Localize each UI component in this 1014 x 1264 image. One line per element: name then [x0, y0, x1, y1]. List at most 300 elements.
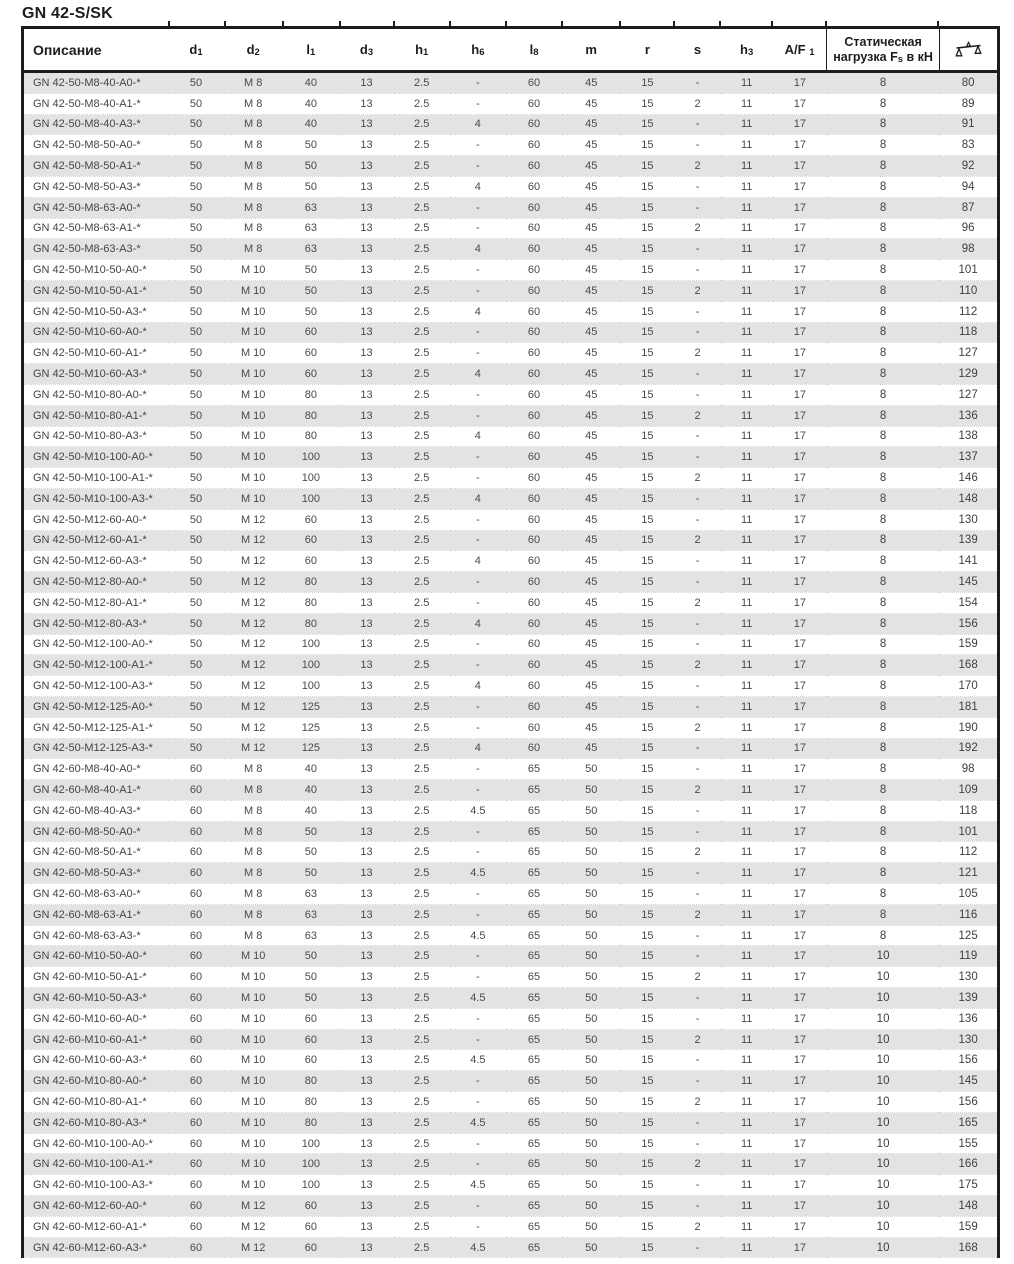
table-row [23, 1216, 999, 1237]
cell-h6: - [450, 634, 506, 655]
cell-s: 2 [674, 405, 720, 426]
cell-d1: 50 [168, 280, 224, 301]
cell-m: 45 [562, 135, 620, 156]
cell-d3: 13 [339, 468, 393, 489]
cell-h1: 2.5 [394, 800, 450, 821]
cell-h3: 11 [721, 1133, 773, 1154]
cell-h1: 2.5 [394, 1050, 450, 1071]
cell-h3: 11 [721, 738, 773, 759]
cell-h1: 2.5 [394, 904, 450, 925]
cell-af1: 17 [773, 301, 827, 322]
scales-icon [955, 40, 982, 60]
cell-l8: 60 [506, 384, 562, 405]
cell-static_load: 10 [827, 1029, 939, 1050]
cell-l8: 60 [506, 655, 562, 676]
cell-d2: M 10 [224, 967, 282, 988]
cell-af1: 17 [773, 676, 827, 697]
cell-h6: 4 [450, 239, 506, 260]
cell-r: 15 [620, 72, 674, 94]
cell-h6: - [450, 1092, 506, 1113]
cell-h6: - [450, 967, 506, 988]
cell-d2: M 10 [224, 364, 282, 385]
cell-h3: 11 [721, 364, 773, 385]
cell-d2: M 10 [224, 426, 282, 447]
cell-l8: 60 [506, 176, 562, 197]
cell-af1: 17 [773, 738, 827, 759]
cell-r: 15 [620, 613, 674, 634]
cell-m: 45 [562, 280, 620, 301]
cell-static_load: 8 [827, 551, 939, 572]
cell-d3: 13 [339, 93, 393, 114]
cell-h3: 11 [721, 1175, 773, 1196]
cell-d1: 60 [168, 1092, 224, 1113]
cell-description: GN 42-60-M8-40-A3-* [23, 800, 168, 821]
cell-h3: 11 [721, 343, 773, 364]
cell-l1: 125 [282, 717, 339, 738]
cell-af1: 17 [773, 759, 827, 780]
cell-d3: 13 [339, 884, 393, 905]
cell-d2: M 8 [224, 176, 282, 197]
cell-h1: 2.5 [394, 218, 450, 239]
cell-h6: - [450, 904, 506, 925]
table-row [23, 946, 999, 967]
cell-h1: 2.5 [394, 946, 450, 967]
cell-description: GN 42-60-M10-80-A3-* [23, 1112, 168, 1133]
cell-r: 15 [620, 405, 674, 426]
cell-description: GN 42-50-M10-60-A0-* [23, 322, 168, 343]
cell-r: 15 [620, 1237, 674, 1258]
column-header-af1: A/F 1 [773, 28, 827, 72]
cell-h6: - [450, 655, 506, 676]
cell-af1: 17 [773, 1008, 827, 1029]
cell-l8: 60 [506, 447, 562, 468]
cell-weight: 94 [939, 176, 998, 197]
cell-weight: 98 [939, 759, 998, 780]
table-row [23, 384, 999, 405]
cell-d3: 13 [339, 509, 393, 530]
cell-weight: 101 [939, 260, 998, 281]
cell-static_load: 8 [827, 405, 939, 426]
cell-d1: 50 [168, 447, 224, 468]
cell-s: 2 [674, 1092, 720, 1113]
cell-h3: 11 [721, 592, 773, 613]
cell-h3: 11 [721, 530, 773, 551]
cell-description: GN 42-50-M8-63-A0-* [23, 197, 168, 218]
cell-d2: M 8 [224, 821, 282, 842]
table-row [23, 405, 999, 426]
cell-l8: 60 [506, 197, 562, 218]
cell-l8: 65 [506, 925, 562, 946]
cell-d1: 60 [168, 1237, 224, 1258]
cell-l8: 60 [506, 405, 562, 426]
cell-static_load: 8 [827, 655, 939, 676]
cell-r: 15 [620, 1154, 674, 1175]
cell-l8: 60 [506, 696, 562, 717]
cell-d1: 60 [168, 759, 224, 780]
cell-l1: 60 [282, 1050, 339, 1071]
table-row [23, 447, 999, 468]
cell-l1: 60 [282, 1216, 339, 1237]
table-row [23, 301, 999, 322]
cell-l1: 63 [282, 197, 339, 218]
cell-h3: 11 [721, 488, 773, 509]
cell-h6: - [450, 343, 506, 364]
cell-d1: 50 [168, 343, 224, 364]
cell-m: 45 [562, 426, 620, 447]
cell-h3: 11 [721, 1154, 773, 1175]
cell-s: - [674, 260, 720, 281]
cell-m: 45 [562, 156, 620, 177]
cell-s: - [674, 176, 720, 197]
cell-d2: M 10 [224, 343, 282, 364]
cell-r: 15 [620, 717, 674, 738]
cell-d3: 13 [339, 946, 393, 967]
cell-h6: 4.5 [450, 1237, 506, 1258]
cell-static_load: 8 [827, 738, 939, 759]
cell-weight: 121 [939, 863, 998, 884]
cell-af1: 17 [773, 1050, 827, 1071]
cell-h3: 11 [721, 239, 773, 260]
cell-r: 15 [620, 260, 674, 281]
cell-r: 15 [620, 1175, 674, 1196]
cell-d2: M 10 [224, 384, 282, 405]
column-header-h6: h6 [450, 28, 506, 72]
cell-description: GN 42-60-M8-50-A1-* [23, 842, 168, 863]
cell-h6: - [450, 696, 506, 717]
cell-h1: 2.5 [394, 1092, 450, 1113]
cell-description: GN 42-50-M12-100-A3-* [23, 676, 168, 697]
cell-s: - [674, 364, 720, 385]
cell-static_load: 8 [827, 842, 939, 863]
cell-l8: 65 [506, 1237, 562, 1258]
cell-d1: 50 [168, 384, 224, 405]
cell-h1: 2.5 [394, 135, 450, 156]
cell-af1: 17 [773, 364, 827, 385]
cell-d2: M 10 [224, 280, 282, 301]
cell-d3: 13 [339, 530, 393, 551]
cell-af1: 17 [773, 946, 827, 967]
cell-weight: 109 [939, 780, 998, 801]
cell-description: GN 42-60-M10-50-A1-* [23, 967, 168, 988]
cell-description: GN 42-50-M10-100-A3-* [23, 488, 168, 509]
cell-h1: 2.5 [394, 156, 450, 177]
cell-static_load: 8 [827, 322, 939, 343]
cell-l8: 60 [506, 509, 562, 530]
cell-d1: 60 [168, 821, 224, 842]
cell-h6: 4.5 [450, 988, 506, 1009]
cell-description: GN 42-50-M8-40-A3-* [23, 114, 168, 135]
cell-s: 2 [674, 280, 720, 301]
cell-l8: 65 [506, 988, 562, 1009]
cell-h1: 2.5 [394, 197, 450, 218]
cell-m: 45 [562, 530, 620, 551]
cell-l8: 60 [506, 239, 562, 260]
cell-weight: 159 [939, 634, 998, 655]
cell-weight: 98 [939, 239, 998, 260]
column-header-d2: d2 [224, 28, 282, 72]
cell-af1: 17 [773, 613, 827, 634]
cell-weight: 156 [939, 1050, 998, 1071]
cell-l1: 63 [282, 904, 339, 925]
cell-m: 45 [562, 114, 620, 135]
cell-d3: 13 [339, 842, 393, 863]
cell-af1: 17 [773, 488, 827, 509]
cell-l1: 80 [282, 613, 339, 634]
column-tick [771, 21, 773, 26]
table-row [23, 1237, 999, 1258]
cell-h3: 11 [721, 218, 773, 239]
cell-r: 15 [620, 1029, 674, 1050]
cell-af1: 17 [773, 634, 827, 655]
cell-l1: 63 [282, 218, 339, 239]
cell-d3: 13 [339, 988, 393, 1009]
cell-d2: M 12 [224, 530, 282, 551]
cell-h1: 2.5 [394, 72, 450, 94]
cell-m: 45 [562, 509, 620, 530]
cell-d2: M 12 [224, 613, 282, 634]
cell-d3: 13 [339, 135, 393, 156]
cell-weight: 138 [939, 426, 998, 447]
cell-d1: 50 [168, 572, 224, 593]
cell-description: GN 42-50-M12-60-A1-* [23, 530, 168, 551]
cell-r: 15 [620, 301, 674, 322]
cell-l8: 60 [506, 551, 562, 572]
cell-d3: 13 [339, 1133, 393, 1154]
cell-h1: 2.5 [394, 738, 450, 759]
cell-s: - [674, 239, 720, 260]
cell-l1: 125 [282, 696, 339, 717]
cell-description: GN 42-50-M10-50-A1-* [23, 280, 168, 301]
cell-s: - [674, 551, 720, 572]
cell-d3: 13 [339, 1029, 393, 1050]
cell-h6: 4.5 [450, 863, 506, 884]
cell-static_load: 10 [827, 1196, 939, 1217]
column-tick [505, 21, 507, 26]
cell-af1: 17 [773, 509, 827, 530]
column-header-l8: l8 [506, 28, 562, 72]
cell-static_load: 10 [827, 1154, 939, 1175]
cell-static_load: 8 [827, 218, 939, 239]
cell-d2: M 8 [224, 156, 282, 177]
cell-h6: 4 [450, 738, 506, 759]
cell-af1: 17 [773, 426, 827, 447]
cell-description: GN 42-60-M10-100-A3-* [23, 1175, 168, 1196]
cell-d2: M 12 [224, 1196, 282, 1217]
table-row [23, 72, 999, 94]
cell-description: GN 42-50-M10-80-A0-* [23, 384, 168, 405]
cell-s: - [674, 613, 720, 634]
cell-h1: 2.5 [394, 842, 450, 863]
cell-d2: M 8 [224, 93, 282, 114]
cell-m: 45 [562, 384, 620, 405]
cell-weight: 137 [939, 447, 998, 468]
subscript: s [897, 53, 904, 65]
cell-h6: - [450, 821, 506, 842]
cell-static_load: 8 [827, 301, 939, 322]
cell-h1: 2.5 [394, 613, 450, 634]
table-row [23, 488, 999, 509]
cell-r: 15 [620, 280, 674, 301]
cell-r: 15 [620, 343, 674, 364]
cell-l8: 65 [506, 1196, 562, 1217]
cell-d2: M 8 [224, 135, 282, 156]
table-row [23, 197, 999, 218]
cell-af1: 17 [773, 780, 827, 801]
cell-d1: 60 [168, 863, 224, 884]
cell-static_load: 8 [827, 634, 939, 655]
cell-r: 15 [620, 884, 674, 905]
cell-l8: 65 [506, 842, 562, 863]
cell-description: GN 42-50-M10-100-A0-* [23, 447, 168, 468]
cell-m: 45 [562, 218, 620, 239]
cell-s: - [674, 676, 720, 697]
table-row [23, 1175, 999, 1196]
cell-d2: M 10 [224, 260, 282, 281]
table-row [23, 551, 999, 572]
cell-l8: 60 [506, 301, 562, 322]
cell-d1: 50 [168, 551, 224, 572]
cell-h1: 2.5 [394, 759, 450, 780]
cell-d2: M 12 [224, 551, 282, 572]
table-row [23, 530, 999, 551]
cell-l8: 60 [506, 572, 562, 593]
cell-m: 45 [562, 468, 620, 489]
cell-d1: 50 [168, 260, 224, 281]
subscript: 1 [310, 47, 316, 58]
cell-h6: - [450, 592, 506, 613]
page-title: GN 42-S/SK [22, 5, 113, 22]
cell-r: 15 [620, 780, 674, 801]
cell-h1: 2.5 [394, 592, 450, 613]
table-row [23, 1154, 999, 1175]
cell-af1: 17 [773, 1237, 827, 1258]
cell-static_load: 8 [827, 176, 939, 197]
cell-weight: 145 [939, 1071, 998, 1092]
cell-s: - [674, 696, 720, 717]
cell-d3: 13 [339, 176, 393, 197]
cell-static_load: 10 [827, 1050, 939, 1071]
cell-d1: 50 [168, 613, 224, 634]
cell-h1: 2.5 [394, 322, 450, 343]
cell-static_load: 10 [827, 1237, 939, 1258]
cell-description: GN 42-50-M12-60-A3-* [23, 551, 168, 572]
cell-m: 45 [562, 592, 620, 613]
cell-l8: 60 [506, 530, 562, 551]
cell-af1: 17 [773, 925, 827, 946]
cell-af1: 17 [773, 322, 827, 343]
cell-h6: - [450, 572, 506, 593]
cell-l8: 65 [506, 1154, 562, 1175]
cell-h6: 4.5 [450, 1050, 506, 1071]
cell-weight: 145 [939, 572, 998, 593]
cell-r: 15 [620, 93, 674, 114]
cell-l1: 40 [282, 800, 339, 821]
cell-h3: 11 [721, 1029, 773, 1050]
cell-description: GN 42-60-M10-80-A1-* [23, 1092, 168, 1113]
cell-m: 45 [562, 405, 620, 426]
cell-l1: 60 [282, 1196, 339, 1217]
cell-r: 15 [620, 1133, 674, 1154]
cell-h6: - [450, 218, 506, 239]
cell-h6: - [450, 842, 506, 863]
cell-m: 45 [562, 613, 620, 634]
cell-static_load: 8 [827, 572, 939, 593]
cell-static_load: 10 [827, 1071, 939, 1092]
cell-l8: 60 [506, 634, 562, 655]
cell-m: 45 [562, 364, 620, 385]
table-row [23, 655, 999, 676]
cell-d2: M 10 [224, 488, 282, 509]
cell-h3: 11 [721, 468, 773, 489]
cell-d2: M 12 [224, 592, 282, 613]
table-row [23, 738, 999, 759]
cell-l8: 65 [506, 1092, 562, 1113]
cell-static_load: 8 [827, 114, 939, 135]
cell-d1: 60 [168, 1175, 224, 1196]
cell-h6: - [450, 946, 506, 967]
cell-r: 15 [620, 634, 674, 655]
cell-l8: 65 [506, 1029, 562, 1050]
cell-h1: 2.5 [394, 530, 450, 551]
cell-m: 45 [562, 717, 620, 738]
cell-static_load: 10 [827, 1008, 939, 1029]
column-tick [561, 21, 563, 26]
cell-d3: 13 [339, 1112, 393, 1133]
cell-m: 50 [562, 1112, 620, 1133]
cell-h3: 11 [721, 1008, 773, 1029]
table-row [23, 717, 999, 738]
cell-weight: 165 [939, 1112, 998, 1133]
cell-l8: 60 [506, 343, 562, 364]
cell-h1: 2.5 [394, 1133, 450, 1154]
table-row [23, 821, 999, 842]
cell-static_load: 8 [827, 468, 939, 489]
cell-r: 15 [620, 135, 674, 156]
cell-s: 2 [674, 842, 720, 863]
cell-af1: 17 [773, 156, 827, 177]
cell-d1: 50 [168, 301, 224, 322]
cell-d3: 13 [339, 863, 393, 884]
cell-l1: 50 [282, 176, 339, 197]
cell-h1: 2.5 [394, 384, 450, 405]
cell-d1: 50 [168, 655, 224, 676]
cell-h1: 2.5 [394, 1216, 450, 1237]
cell-h3: 11 [721, 426, 773, 447]
cell-l1: 60 [282, 1029, 339, 1050]
table-row [23, 967, 999, 988]
cell-s: 2 [674, 592, 720, 613]
cell-d1: 60 [168, 1133, 224, 1154]
cell-l1: 50 [282, 967, 339, 988]
cell-r: 15 [620, 988, 674, 1009]
table-row [23, 904, 999, 925]
cell-h3: 11 [721, 842, 773, 863]
cell-static_load: 8 [827, 530, 939, 551]
cell-h3: 11 [721, 1237, 773, 1258]
cell-d3: 13 [339, 696, 393, 717]
cell-r: 15 [620, 114, 674, 135]
cell-description: GN 42-50-M12-80-A0-* [23, 572, 168, 593]
cell-l1: 60 [282, 551, 339, 572]
cell-h6: - [450, 1133, 506, 1154]
cell-h6: - [450, 384, 506, 405]
cell-static_load: 8 [827, 613, 939, 634]
cell-weight: 159 [939, 1216, 998, 1237]
cell-h1: 2.5 [394, 696, 450, 717]
cell-r: 15 [620, 426, 674, 447]
cell-l8: 65 [506, 884, 562, 905]
cell-l1: 100 [282, 676, 339, 697]
